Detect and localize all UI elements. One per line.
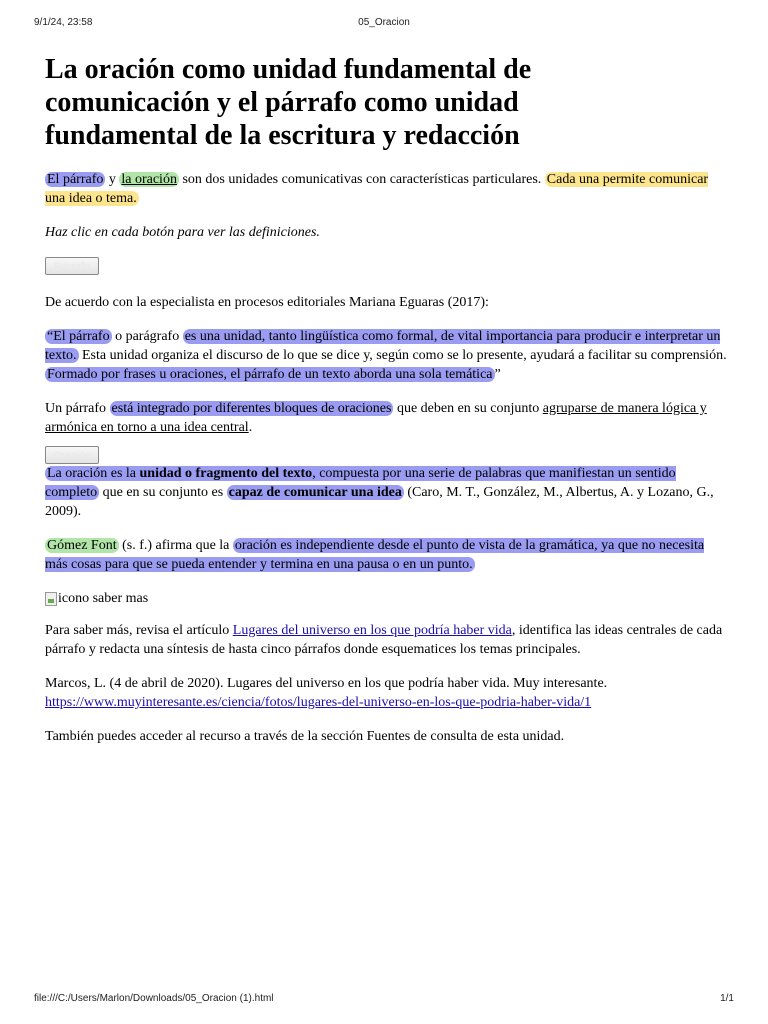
highlight-idea: Cada una permite comunicar una idea o tema. xyxy=(45,172,709,206)
reference-url-link[interactable]: https://www.muyinteresante.es/ciencia/fotos/lugares-del-universo-en-los-que-podria-haber-vida/1 xyxy=(45,695,592,710)
quote-end: ” xyxy=(494,367,501,382)
quote-text: o parágrafo xyxy=(111,329,183,344)
parrafo-description xyxy=(45,399,729,437)
highlight-integrado: está integrado por diferentes bloques de oraciones xyxy=(111,401,392,416)
intro-text: y xyxy=(105,172,120,187)
print-page-title: 05_Oracion xyxy=(358,17,410,28)
intro-text: son dos unidades comunicativas con características particulares. xyxy=(178,172,545,187)
oracion-button[interactable]: Oración xyxy=(45,446,99,464)
instruction-text: Haz clic en cada botón para ver las definiciones. xyxy=(45,225,320,240)
highlight-capaz xyxy=(227,485,404,500)
closing-paragraph: También puedes acceder al recurso a través de la sección Fuentes de consulta de esta unidad. xyxy=(45,729,565,744)
quote-text: Esta unidad organiza el discurso de lo que se dice y, según como se lo presente, ayudará a facilitar su comprensión. xyxy=(78,348,727,363)
intro-paragraph xyxy=(45,170,729,208)
oracion-text: , compuesta por una serie de palabras que manifiestan un sentido completo xyxy=(45,466,676,500)
print-footer xyxy=(34,993,734,1007)
reference-text: Marcos, L. (4 de abril de 2020). Lugares del universo en los que podría haber vida. Muy interesante. xyxy=(45,676,608,691)
print-file-path: file:///C:/Users/Marlon/Downloads/05_Oracion (1).html xyxy=(34,993,274,1004)
highlight-independiente: oración es independiente desde el punto de vista de la gramática, ya que no necesita más cosas para que se pueda entender y termina en una pausa o en un punto. xyxy=(45,538,705,572)
article-link[interactable]: Lugares del universo en los que podría haber vida xyxy=(232,623,512,638)
gomez-text: (s. f.) afirma que la xyxy=(118,538,233,553)
print-page-count: 1/1 xyxy=(720,993,734,1004)
agruparse-link[interactable]: agruparse de manera lógica y armónica en torno a una idea central xyxy=(45,401,707,435)
parrafo-text: . xyxy=(248,420,253,435)
highlight-quote-start: “El párrafo xyxy=(47,329,110,344)
reference-paragraph xyxy=(45,674,729,712)
highlight-unidad: es una unidad, tanto lingüística como formal, de vital importancia para producir e interpretar un texto. xyxy=(45,329,721,363)
highlight-parrafo: El párrafo xyxy=(47,172,104,187)
oracion-citation: (Caro, M. T., González, M., Albertus, A. y Lozano, G., 2009). xyxy=(45,485,714,519)
document-content xyxy=(45,53,729,761)
parrafo-button[interactable]: Párrafo xyxy=(45,257,99,275)
broken-image-icon xyxy=(45,592,57,606)
parrafo-text: Un párrafo xyxy=(45,401,110,416)
page-title: La oración como unidad fundamental de comunicación y el párrafo como unidad fundamental de la escritura y redacción xyxy=(45,54,532,151)
print-header xyxy=(34,17,734,31)
oracion-link[interactable]: la oración xyxy=(121,172,177,187)
oracion-text: La oración es la xyxy=(47,466,140,481)
oracion-bold: capaz de comunicar una idea xyxy=(228,485,402,500)
source-paragraph: De acuerdo con la especialista en procesos editoriales Mariana Eguaras (2017): xyxy=(45,295,489,310)
highlight-oracion xyxy=(119,172,179,187)
oracion-text: que en su conjunto es xyxy=(99,485,227,500)
saber-text: , identifica las ideas centrales de cada párrafo y redacta una síntesis de hasta cinco párrafos donde esquematices los temas principales. xyxy=(45,623,723,657)
saber-mas-image xyxy=(45,589,729,609)
oracion-bold: unidad o fragmento del texto xyxy=(139,466,313,481)
print-datetime: 9/1/24, 23:58 xyxy=(34,17,93,28)
highlight-formado: Formado por frases u oraciones, el párrafo de un texto aborda una sola temática xyxy=(47,367,493,382)
saber-text: Para saber más, revisa el artículo xyxy=(45,623,233,638)
highlight-gomez: Gómez Font xyxy=(47,538,117,553)
parrafo-text: que deben en su conjunto xyxy=(393,401,543,416)
quote-paragraph xyxy=(45,327,729,384)
gomez-paragraph xyxy=(45,536,729,574)
oracion-description xyxy=(45,464,729,521)
saber-paragraph xyxy=(45,621,729,659)
image-alt-text: icono saber mas xyxy=(58,591,149,606)
